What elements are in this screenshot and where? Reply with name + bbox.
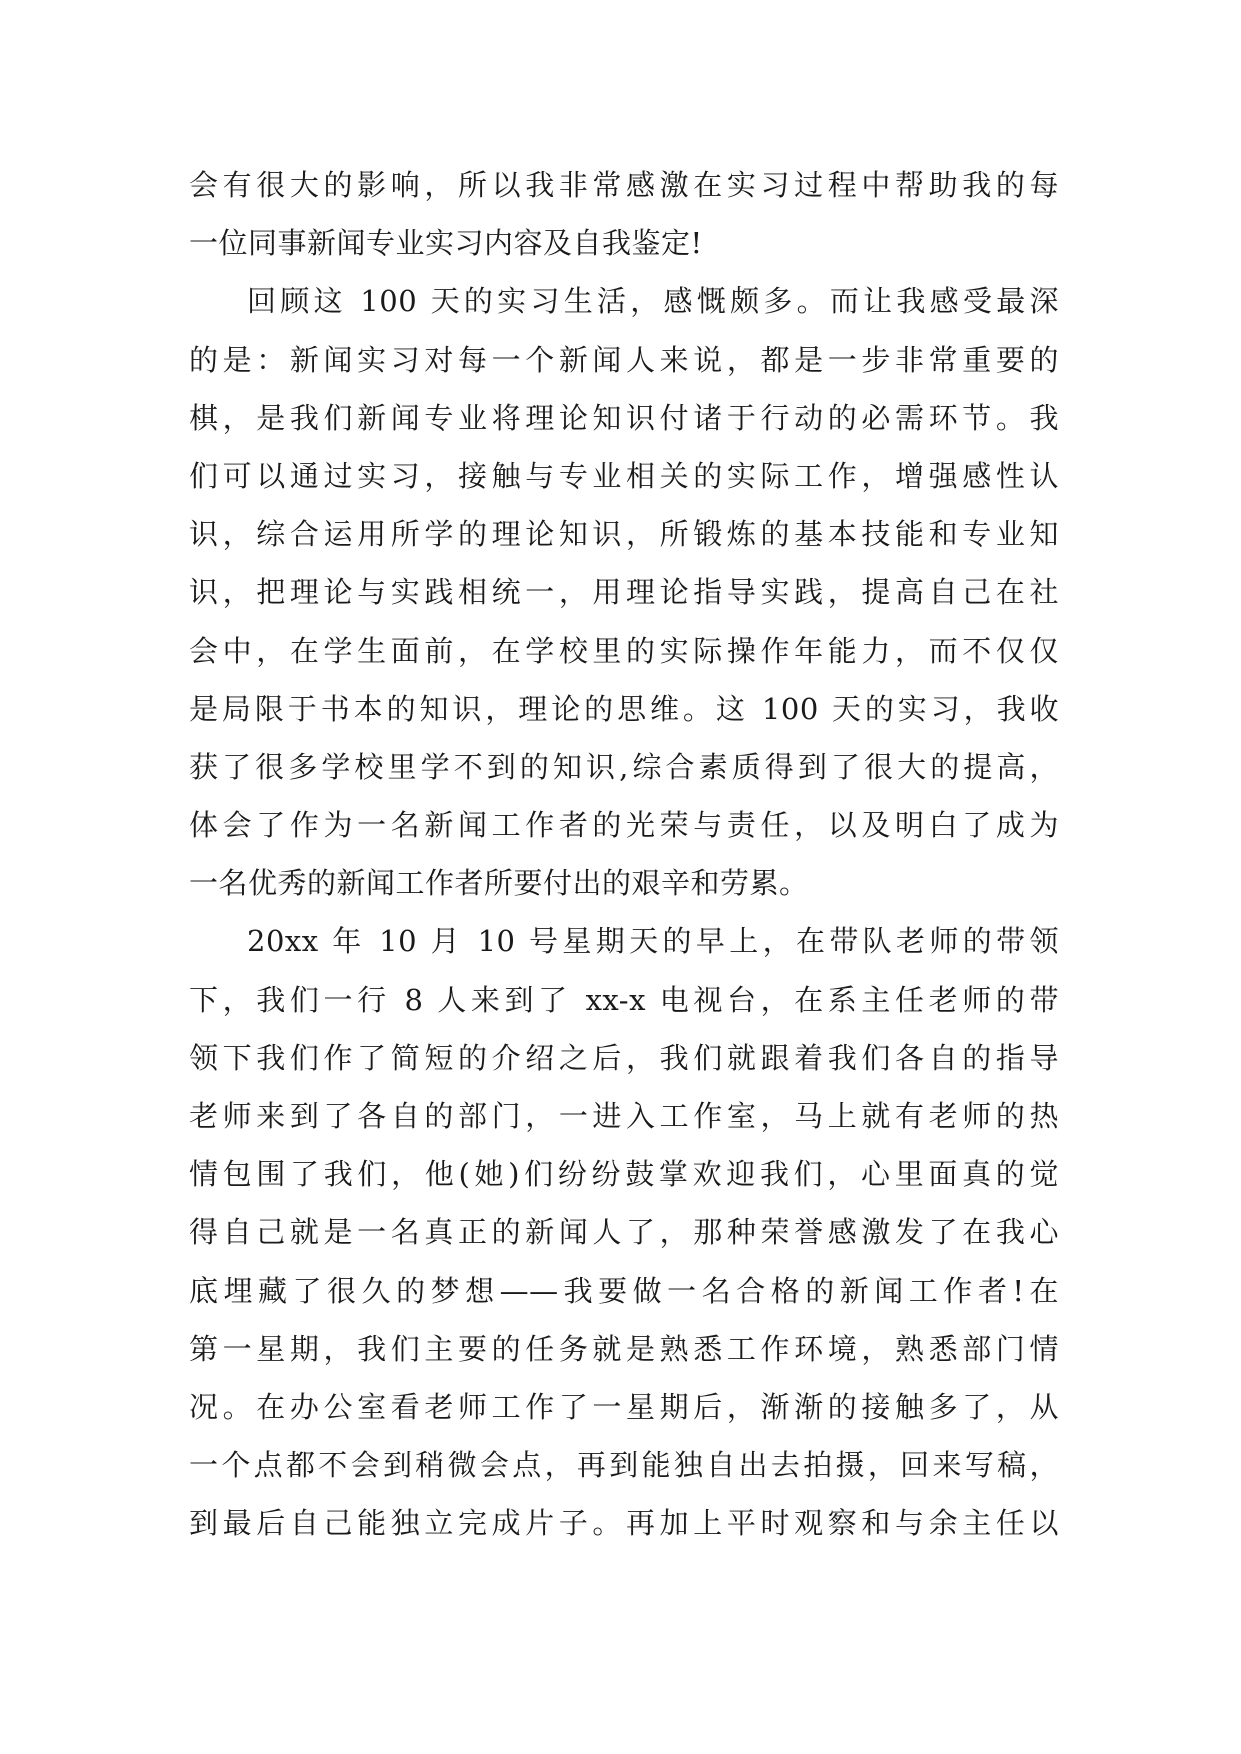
text-line: 的是：新闻实习对每一个新闻人来说，都是一步非常重要的	[189, 342, 1059, 377]
text-line: 一名优秀的新闻工作者所要付出的艰辛和劳累。	[189, 866, 809, 901]
text-line: 获了很多学校里学不到的知识,综合素质得到了很大的提高，	[189, 749, 1059, 784]
text-line: 识，综合运用所学的理论知识，所锻炼的基本技能和专业知	[189, 517, 1059, 552]
text-line: 底埋藏了很久的梦想——我要做一名合格的新闻工作者!在	[189, 1273, 1059, 1308]
text-line: 得自己就是一名真正的新闻人了，那种荣誉感激发了在我心	[189, 1215, 1059, 1250]
paragraph-first-line: 20xx 年 10 月 10 号星期天的早上，在带队老师的带领	[247, 924, 1059, 959]
text-line: 识，把理论与实践相统一，用理论指导实践，提高自己在社	[189, 575, 1059, 610]
text-line: 们可以通过实习，接触与专业相关的实际工作，增强感性认	[189, 458, 1059, 493]
text-line: 下，我们一行 8 人来到了 xx-x 电视台，在系主任老师的带	[189, 982, 1059, 1017]
text-line: 情包围了我们，他(她)们纷纷鼓掌欢迎我们，心里面真的觉	[189, 1157, 1059, 1192]
text-line: 老师来到了各自的部门，一进入工作室，马上就有老师的热	[189, 1099, 1059, 1133]
text-line: 一位同事新闻专业实习内容及自我鉴定!	[189, 226, 703, 261]
text-line: 是局限于书本的知识，理论的思维。这 100 天的实习，我收	[189, 691, 1059, 726]
text-line: 领下我们作了简短的介绍之后，我们就跟着我们各自的指导	[189, 1040, 1059, 1075]
text-line: 会有很大的影响，所以我非常感激在实习过程中帮助我的每	[189, 168, 1059, 202]
text-line: 第一星期，我们主要的任务就是熟悉工作环境，熟悉部门情	[189, 1331, 1059, 1366]
text-line: 会中，在学生面前，在学校里的实际操作年能力，而不仅仅	[189, 633, 1059, 668]
paragraph-first-line: 回顾这 100 天的实习生活，感慨颇多。而让我感受最深	[247, 284, 1059, 319]
body-text	[189, 156, 1059, 1553]
text-line: 体会了作为一名新闻工作者的光荣与责任，以及明白了成为	[189, 808, 1059, 843]
text-line: 棋，是我们新闻专业将理论知识付诸于行动的必需环节。我	[189, 400, 1059, 435]
text-line: 到最后自己能独立完成片子。再加上平时观察和与余主任以	[189, 1506, 1059, 1541]
text-line: 况。在办公室看老师工作了一星期后，渐渐的接触多了，从	[189, 1389, 1059, 1424]
text-line: 一个点都不会到稍微会点，再到能独自出去拍摄，回来写稿，	[189, 1448, 1059, 1483]
